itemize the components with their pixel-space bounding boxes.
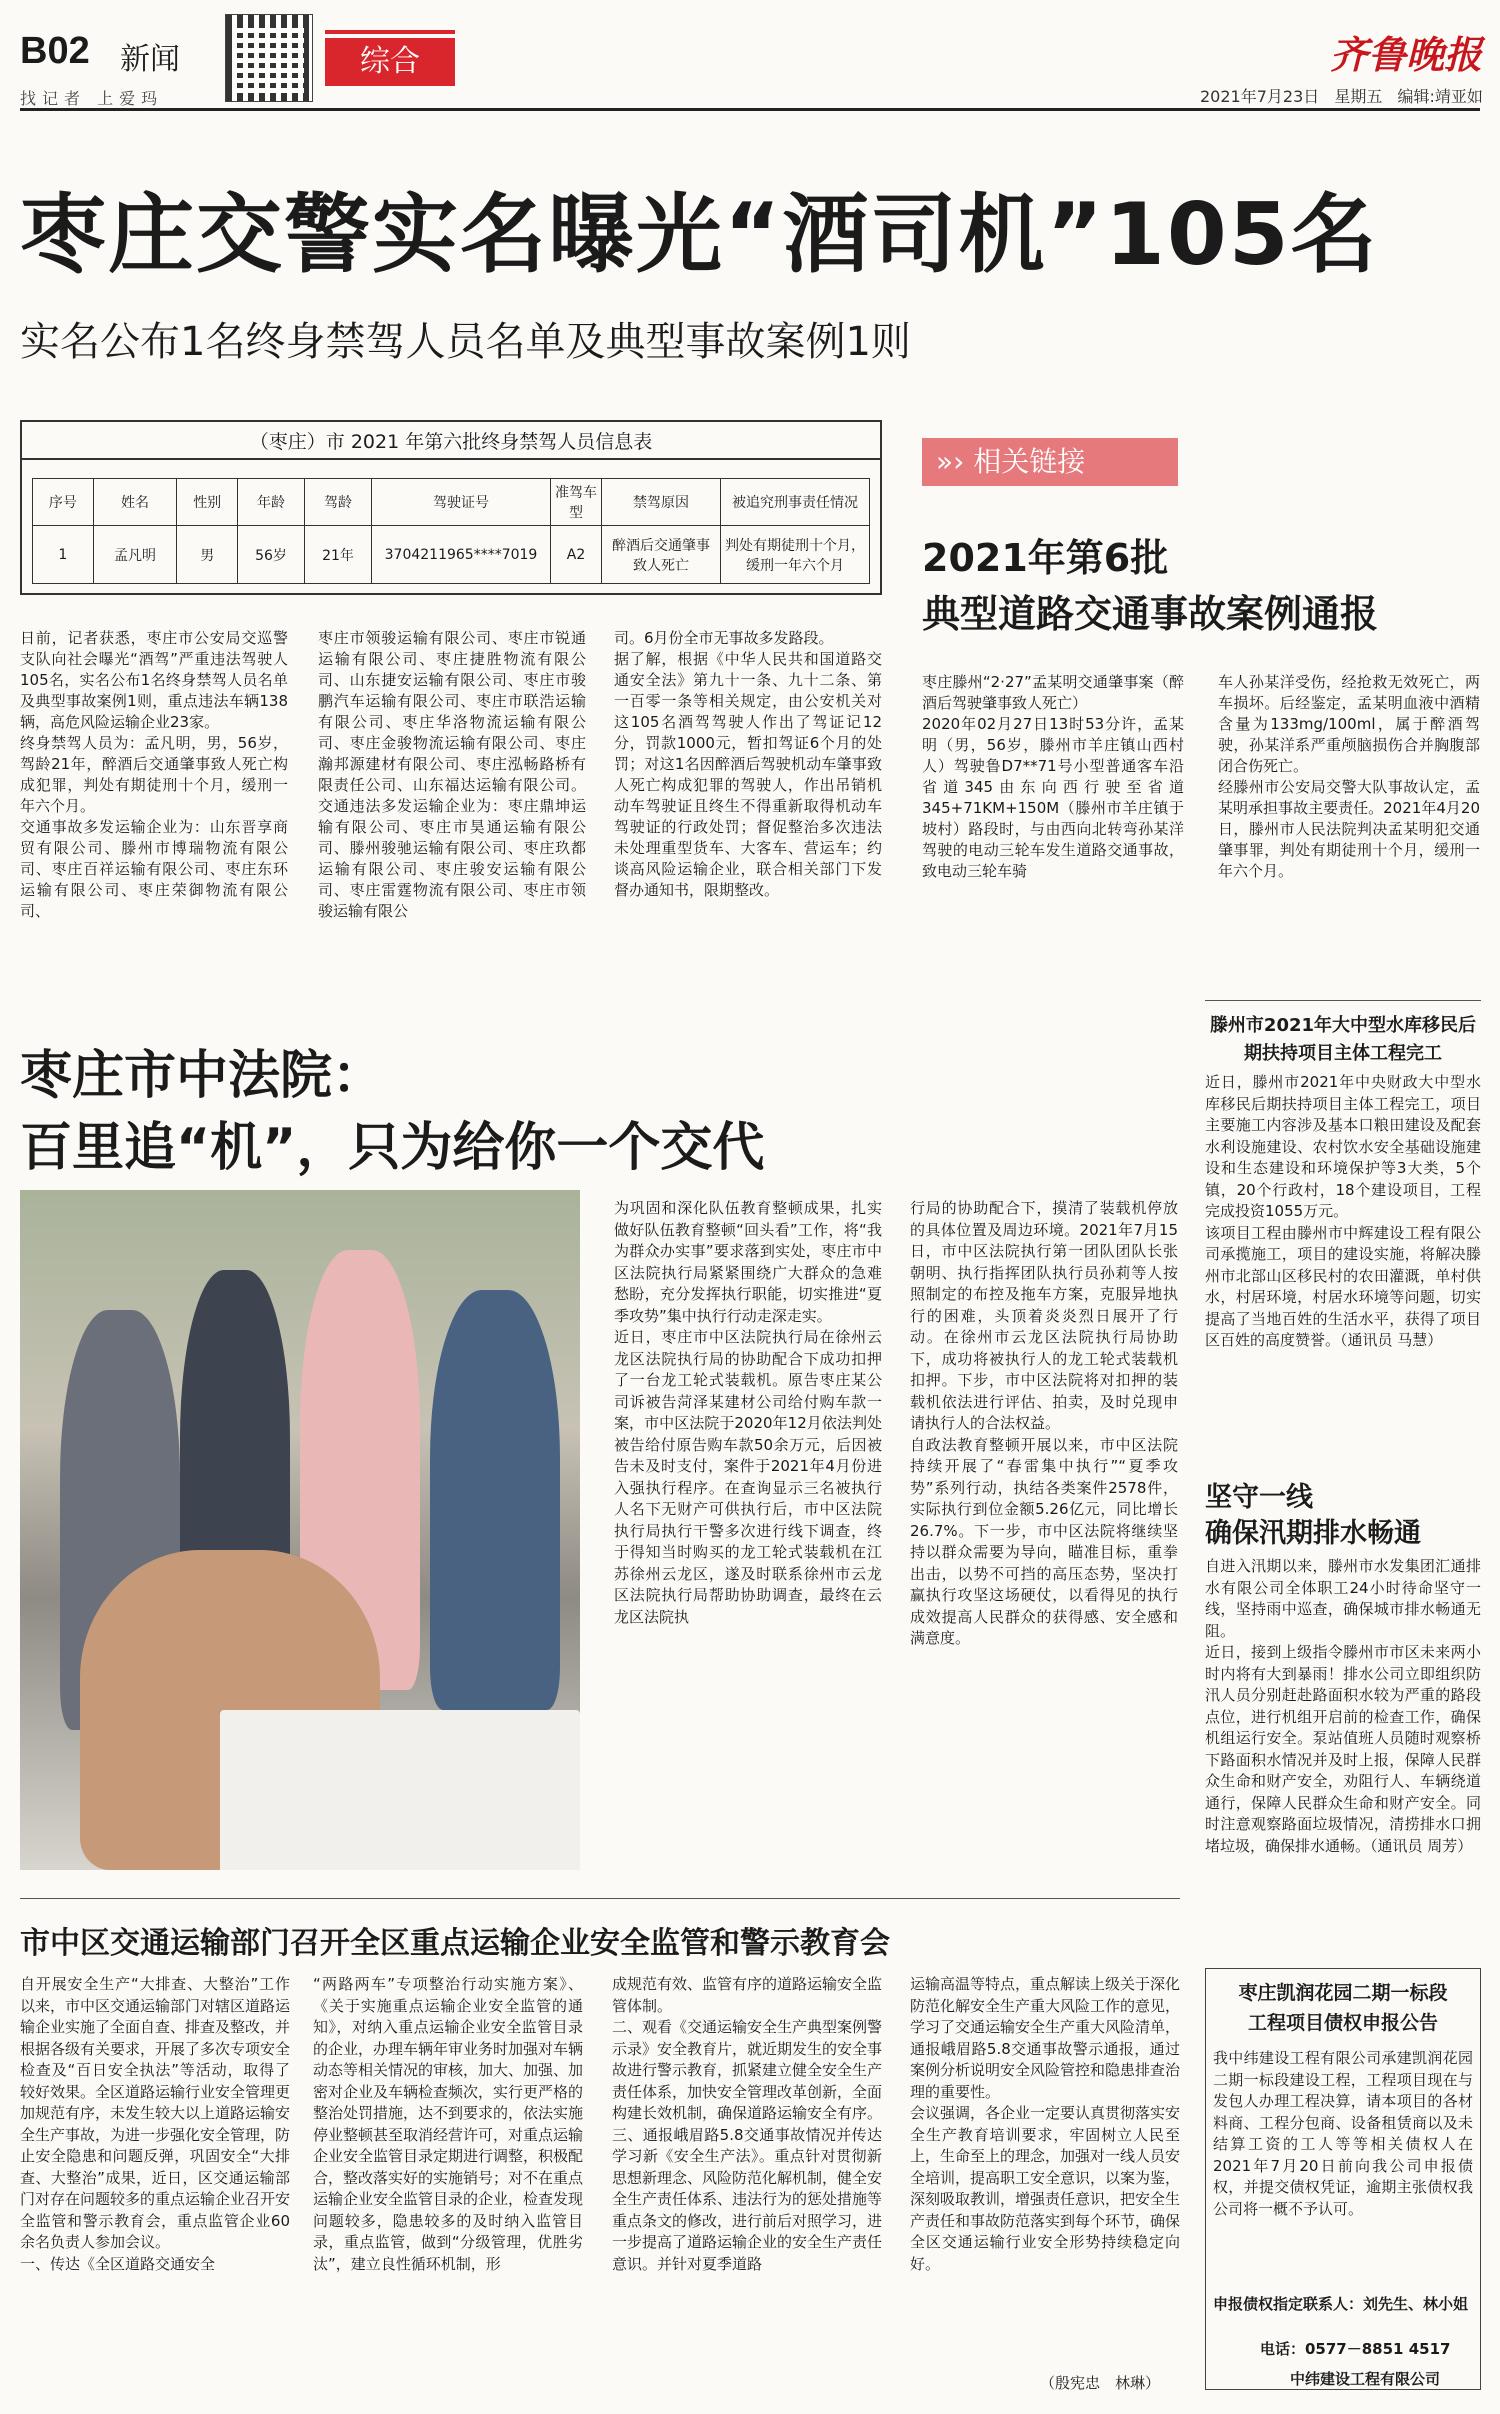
article3-col4: 运输高温等特点，重点解读上级关于深化防范化解安全生产重大风险工作的意见，学习了交通运输安全生产重大风险清单，通报峨眉路5.8交通事故警示通报，通过案例分析说明安全风险管控和隐患排查治理的重要性。 会议强调，各企业一定要认真贯彻落实安全生产教育培训要求，牢固树立人民至上，生命至上的理念，加强对一线人员安全培训，提高职工安全意识，以案为鉴，深刻吸取教训，增强责任意识，把安全生产责任和事故防范落实到每个环节，确保全区交通运输行业安全形势持续稳定向好。 [910, 1975, 1181, 2273]
notice-title-line1: 枣庄凯润花园二期一标段 [1238, 1982, 1448, 2004]
newspaper-logo: 齐鲁晚报 [1330, 32, 1483, 77]
related-title [922, 530, 1378, 642]
info-table-title: （枣庄）市 2021 年第六批终身禁驾人员信息表 [20, 420, 882, 460]
table-cell: 3704211965****7019 [372, 526, 551, 584]
table-row [33, 526, 870, 584]
chevrons-icon: »› [936, 445, 965, 478]
editor: 编辑:靖亚如 [1397, 87, 1483, 106]
news-photo [20, 1190, 580, 1870]
sidebar1-body: 近日，滕州市2021年中央财政大中型水库移民后期扶持项目主体工程完工，项目主要施工内容涉及基本口粮田建设及配套水利设施建设、农村饮水安全基础设施建设和生态建设和环境保护等3大类，5个镇，20个行政村，18个建设项目，工程完成投资1055万元。 该项目工程由滕州市中辉建设工程有限公司承揽施工，项目的建设实施，将解决滕州市北部山区移民村的农田灌溉，单村供水，村居环境，村居水环境等问题，切实提高了当地百姓的生活水平，获得了项目区百姓的高度赞誉。（通讯员 马慧） [1205, 1073, 1481, 1349]
table-header: 禁驾原因 [602, 479, 721, 526]
notice-body: 我中纬建设工程有限公司承建凯润花园二期一标段建设工程，工程项目现在与发包人办理工程决算，请本项目的各材料商、工程分包商、设备租赁商以及未结算工资的工人等等相关债权人在2021年7月20日前向我公司申报债权，并提交债权凭证，逾期主张债权我公司将一概不予认可。 [1213, 2049, 1473, 2218]
sidebar2-title [1205, 1480, 1481, 1552]
section-tag: 综合 [325, 38, 455, 86]
notice-company: 中纬建设工程有限公司 [1290, 2370, 1441, 2388]
table-header-row [33, 479, 870, 526]
table-cell: 孟凡明 [93, 526, 177, 584]
table-cell: 判处有期徒刑十个月，缓刑一年六个月 [721, 526, 870, 584]
table-cell: 男 [177, 526, 238, 584]
qr-code-icon [225, 14, 313, 102]
table-header: 被追究刑事责任情况 [721, 479, 870, 526]
article1-col3: 司。6月份全市无事故多发路段。 据了解，根据《中华人民共和国道路交通安全法》第九十一条、九十二条、第一百零一条等相关规定，由公安机关对这105名酒驾驾驶人作出了驾证记12分，罚款1000元，暂扣驾证6个月的处罚；对这1名因醉酒后驾驶机动车肇事致人死亡构成犯罪的驾驶人，作出吊销机动车驾驶证且终生不得重新取得机动车驾驶证的行政处罚；督促整治多次违法未处理重型货车、大客车、营运车；约谈高风险运输企业，联合相关部门下发督办通知书，限期整改。 [614, 629, 882, 899]
article2-title-line2: 百里追“机”，只为给你一个交代 [20, 1118, 765, 1178]
table-header: 准驾车型 [551, 479, 602, 526]
table-header: 序号 [33, 479, 94, 526]
article3-col2: “两路两车”专项整治行动实施方案》、《关于实施重点运输企业安全监管的通知》，对纳入重点运输企业安全监管目录的企业，办理车辆年审业务时加强对车辆动态等相关情况的审核，加大、加强、加密对企业及车辆检查频次，实行更严格的整治处罚措施，达不到要求的，依法实施停业整顿甚至取消经营许可，对重点运输企业安全监管目录定期进行调整，积极配合，整改落实好的实施销号；对不在重点运输企业安全监管目录的企业，检查发现问题较多，隐患较多的及时纳入监管目录，重点监管，做到“分级管理，优胜劣汰”，建立良性循环机制，形 [313, 1975, 584, 2273]
page-code: B02 [20, 30, 90, 72]
header-rule [20, 108, 1480, 111]
article1-col1: 日前，记者获悉，枣庄市公安局交巡警支队向社会曝光“酒驾”严重违法驾驶人105名，实名公布1名终身禁驾人员名单及典型事故案例1则，重点违法车辆138辆，高危风险运输企业23家。 终身禁驾人员为：孟凡明，男，56岁，驾龄21年，醉酒后交通肇事致人死亡构成犯罪，判处有期徒刑十个月，缓刑一年六个月。 交通事故多发运输企业为：山东晋享商贸有限公司、滕州市博瑞物流有限公司、枣庄百祥运输有限公司、枣庄东环运输有限公司、枣庄荣御物流有限公司、 [20, 629, 288, 920]
table-cell: 56岁 [238, 526, 305, 584]
table-cell: A2 [551, 526, 602, 584]
info-table [32, 478, 870, 584]
date: 2021年7月23日 [1200, 87, 1320, 106]
notice-title [1205, 1978, 1481, 2038]
article3-col1: 自开展安全生产“大排查、大整治”工作以来，市中区交通运输部门对辖区道路运输企业实施了全面自查、排查及整改，并根据各级有关要求，开展了多次专项安全检查及“百日安全执法”等活动，取得了较好效果。全区道路运输行业安全管理更加规范有序，未发生较大以上道路运输安全生产事故，为进一步强化安全管理，防止安全隐患和问题反弹，巩固安全“大排查、大整治”成果，近日，区交通运输部门对存在问题较多的重点运输企业召开安全监管和警示教育会，重点监管企业60余名负责人参加会议。 一、传达《全区道路交通安全 [20, 1975, 291, 2273]
table-cell: 醉酒后交通肇事致人死亡 [602, 526, 721, 584]
article1-col2: 枣庄市领骏运输有限公司、枣庄市锐通运输有限公司、枣庄捷胜物流有限公司、山东捷安运输有限公司、枣庄市骏鹏汽车运输有限公司、枣庄市联浩运输有限公司、枣庄华洛物流运输有限公司、枣庄金骏物流运输有限公司、枣庄瀚邦源建材有限公司、枣庄泓畅路桥有限责任公司、山东福达运输有限公司。交通违法多发运输企业为：枣庄鼎坤运输有限公司、枣庄市昊通运输有限公司、滕州骏驰运输有限公司、枣庄玖都运输有限公司、枣庄骏安运输有限公司、枣庄雷霆物流有限公司、枣庄市领骏运输有限公 [318, 629, 586, 920]
related-col2: 车人孙某洋受伤，经抢救无效死亡，两车损坏。后经鉴定，孟某明血液中酒精含量为133mg/100ml，属于醉酒驾驶，孙某洋系严重颅脑损伤合并胸腹部闭合伤死亡。 经滕州市公安局交警大队事故认定，孟某明承担事故主要责任。2021年4月20日，滕州市人民法院判决孟某明犯交通肇事罪，判处有期徒刑十个月，缓刑一年六个月。 [1218, 673, 1480, 880]
sidebar1-title: 滕州市2021年大中型水库移民后期扶持项目主体工程完工 [1209, 1015, 1477, 1064]
related-title-line1: 2021年第6批 [922, 536, 1169, 580]
article2-col1: 为巩固和深化队伍教育整顿成果，扎实做好队伍教育整顿“回头看”工作，将“我为群众办实事”要求落到实处，枣庄市中区法院执行局紧紧围绕广大群众的急难愁盼，充分发挥执行职能，切实推进“夏季攻势”集中执行行动走深走实。 近日，枣庄市中区法院执行局在徐州云龙区法院执行局的协助配合下成功扣押了一台龙工轮式装载机。原告枣庄某公司诉被告菏泽某建材公司给付购车款一案，市中区法院于2020年12月依法判处被告给付原告购车款50余万元，后因被告未及时支付，案件于2021年4月份进入强执行程序。在查询显示三名被执行人名下无财产可供执行后，市中区法院执行局执行干警多次进行线下调查，终于得知当时购买的龙工轮式装载机在江苏徐州云龙区，遂及时联系徐州市云龙区法院执行局帮助协助调查，最终在云龙区法院执 [614, 1199, 882, 1626]
article3-credit: （殷宪忠 林琳） [1040, 2374, 1161, 2392]
section-name: 新闻 [120, 42, 180, 77]
table-cell: 1 [33, 526, 94, 584]
sidebar2-title-line1: 坚守一线 [1205, 1482, 1313, 1513]
sidebar2-title-line2: 确保汛期排水畅通 [1205, 1518, 1421, 1549]
related-link-tag [922, 438, 1178, 486]
table-header: 年龄 [238, 479, 305, 526]
related-title-line2: 典型道路交通事故案例通报 [922, 592, 1379, 636]
header-subtext: 找记者 上爱玛 [20, 89, 164, 108]
notice-phone: 电话：0577－8851 4517 [1260, 2340, 1451, 2358]
article3-col3: 成规范有效、监管有序的道路运输安全监管体制。 二、观看《交通运输安全生产典型案例警示录》安全教育片，就近期发生的安全事故进行警示教育，抓紧建立健全安全生产责任体系，加快安全管理改革创新，全面构建长效机制，确保道路运输安全有序。 三、通报峨眉路5.8交通事故情况并传达学习新《安全生产法》。重点针对贯彻新思想新理念、风险防范化解机制，健全安全生产责任体系、违法行为的惩处措施等重点条文的修改，进行前后对照学习，进一步提高了道路运输企业的安全生产责任意识。并针对夏季道路 [612, 1975, 883, 2273]
tag-bar [325, 30, 455, 34]
article2-title-line1: 枣庄市中法院： [20, 1046, 385, 1106]
table-header: 驾龄 [305, 479, 372, 526]
sidebar2-body: 自进入汛期以来，滕州市水发集团汇通排水有限公司全体职工24小时待命坚守一线，坚持雨中巡查，确保城市排水畅通无阻。 近日，接到上级指令滕州市市区未来两小时内将有大到暴雨！排水公司立即组织防汛人员分别赶赴路面积水较为严重的路段点位，进行机组开启前的检查工作，确保机组运行安全。泵站值班人员随时观察桥下路面积水情况并及时上报，保障人民群众生命和财产安全，劝阻行人、车辆绕道通行，保障人民群众生命和财产安全。同时注意观察路面垃圾情况，清捞排水口拥堵垃圾，确保排水通畅。（通讯员 周芳） [1205, 1557, 1481, 1855]
article2-title [20, 1040, 764, 1184]
main-headline: 枣庄交警实名曝光“酒司机”105名 [20, 185, 1379, 285]
article2-col2: 行局的协助配合下，摸清了装载机停放的具体位置及周边环境。2021年7月15日，市中区法院执行第一团队团队长张朝明、执行指挥团队执行员孙莉等人按照制定的布控及拖车方案，克服异地执行的困难，头顶着炎炎烈日展开了行动。在徐州市云龙区法院执行局协助下，成功将被执行人的龙工轮式装载机扣押。下步，市中区法院将对扣押的装载机依法进行评估、拍卖，及时兑现申请执行人的合法权益。 自政法教育整顿开展以来，市中区法院持续开展了“春雷集中执行”“夏季攻势”系列行动，执结各类案件2578件，实际执行到位金额5.26亿元，同比增长26.7%。下一步，市中区法院将继续坚持以群众需要为导向，瞄准目标，重拳出击，以势不可挡的高压态势，坚决打赢执行攻坚这场硬仗，以看得见的执行成效提高人民群众的获得感、安全感和满意度。 [910, 1199, 1178, 1647]
notice-contact: 申报债权指定联系人：刘先生、林小姐 [1213, 2295, 1469, 2313]
notice-title-line2: 工程项目债权申报公告 [1247, 2012, 1438, 2034]
article3-title: 市中区交通运输部门召开全区重点运输企业安全监管和警示教育会 [20, 1926, 890, 1961]
related-link-label: 相关链接 [973, 445, 1086, 478]
table-header: 驾驶证号 [372, 479, 551, 526]
divider [20, 1898, 1180, 1899]
related-col1: 枣庄滕州“2·27”孟某明交通肇事案（醉酒后驾驶肇事致人死亡） 2020年02月27日13时53分许，孟某明（男，56岁，滕州市羊庄镇山西村人）驾驶鲁D7**71号小型普通客车沿省道345由东向西行驶至省道345+71KM+150M（滕州市羊庄镇于坡村）路段时，与由西向北转弯孙某洋驾驶的电动三轮车发生道路交通事故，致电动三轮车骑 [922, 673, 1184, 880]
table-header: 性别 [177, 479, 238, 526]
header-meta [1200, 84, 1483, 107]
weekday: 星期五 [1334, 87, 1383, 106]
table-cell: 21年 [305, 526, 372, 584]
main-subhead: 实名公布1名终身禁驾人员名单及典型事故案例1则 [20, 319, 911, 365]
table-header: 姓名 [93, 479, 177, 526]
divider [1205, 1000, 1481, 1001]
